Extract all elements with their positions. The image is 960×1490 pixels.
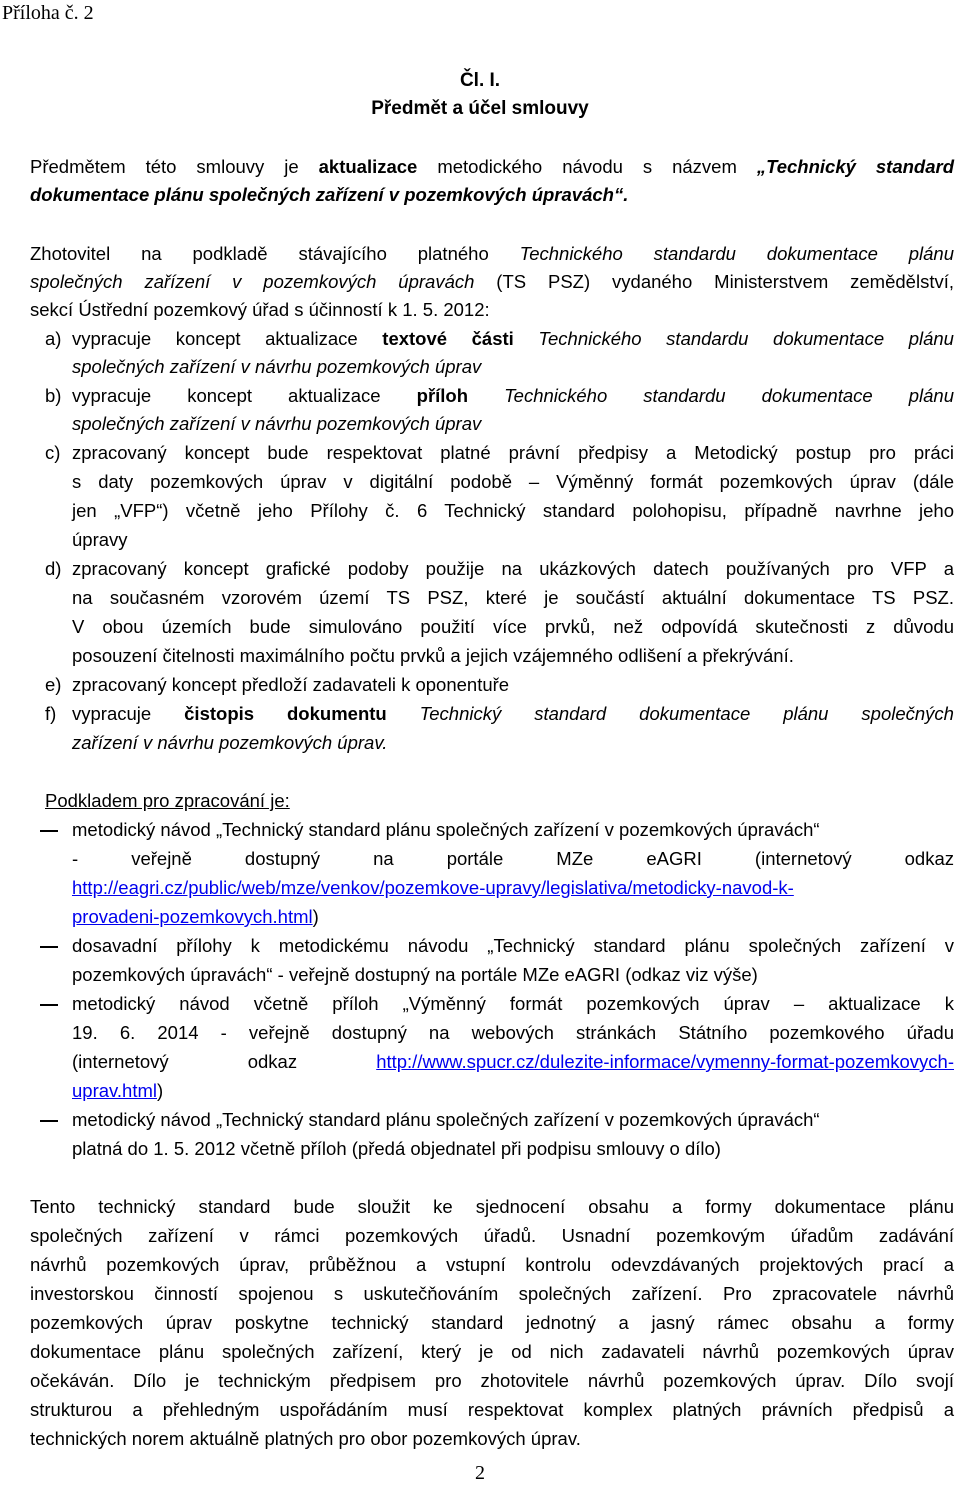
item-d-line-1: zpracovaný koncept grafické podoby použije na ukázkových datech používaných pro VFP a bbox=[72, 558, 954, 579]
source-1-line-2: - veřejně dostupný na portále MZe eAGRI (internetový odkaz bbox=[72, 848, 954, 869]
source-3-line-3 bbox=[72, 1051, 954, 1073]
article-title: Předmět a účel smlouvy bbox=[371, 98, 589, 119]
document-title-part-1: „Technický standard bbox=[756, 156, 954, 177]
bullet-dash bbox=[40, 1004, 58, 1006]
source-2-line-2: pozemkových úpravách“ - veřejně dostupný na portále MZe eAGRI (odkaz viz výše) bbox=[72, 964, 758, 985]
item-c-line-2: s daty pozemkových úprav v digitální podobě – Výměnný formát pozemkových úprav (dále bbox=[72, 471, 954, 492]
document-title-part-2: dokumentace plánu společných zařízení v pozemkových úpravách bbox=[30, 184, 614, 205]
item-text: vypracuje bbox=[72, 703, 185, 724]
item-c-marker: c) bbox=[45, 442, 61, 463]
final-line-4: investorskou činností spojenou s uskutečňováním společných zařízení. Pro zpracovatele návrhů bbox=[30, 1283, 954, 1304]
link-intro: (internetový odkaz bbox=[72, 1051, 377, 1072]
source-2-line-1: dosavadní přílohy k metodickému návodu „Technický standard plánu společných zařízení v bbox=[72, 935, 954, 956]
final-line-8: strukturou a přehledným uspořádáním musí respektovat komplex platných právních předpisů a bbox=[30, 1399, 954, 1420]
item-e-marker: e) bbox=[45, 674, 62, 695]
final-line-1: Tento technický standard bude sloužit ke sjednocení obsahu a formy dokumentace plánu bbox=[30, 1196, 954, 1217]
closing-paren: ) bbox=[312, 906, 319, 927]
item-italic: zařízení v návrhu pozemkových úprav. bbox=[72, 732, 388, 753]
final-line-9: technických norem aktuálně platných pro obor pozemkových úprav. bbox=[30, 1428, 581, 1449]
intro-line-2 bbox=[30, 184, 628, 206]
item-a-marker: a) bbox=[45, 328, 62, 349]
item-c-line-4: úpravy bbox=[72, 529, 128, 550]
final-line-6: dokumentace plánu společných zařízení, který je od nich zadavateli návrhů pozemkových úprav bbox=[30, 1341, 954, 1362]
final-line-5: pozemkových úprav poskytne technický standard jednotný a jasný rámec obsahu a formy bbox=[30, 1312, 954, 1333]
item-c-line-3: jen „VFP“) včetně jeho Přílohy č. 6 Technický standard polohopisu, případně navrhne jeho bbox=[72, 500, 954, 521]
final-line-3: návrhů pozemkových úprav, průběžnou a vstupní kontrolu odevzdávaných projektových prací a bbox=[30, 1254, 954, 1275]
item-bold: příloh bbox=[416, 385, 469, 406]
intro-text: Předmětem této smlouvy je bbox=[30, 156, 319, 177]
final-line-7: očekáván. Dílo je technickým předpisem pro zhotovitele návrhů pozemkových úprav. Dílo svojí bbox=[30, 1370, 954, 1391]
item-d-line-4: posouzení čitelnosti maximálního počtu prvků a jejich vzájemného odlišení a překrývání. bbox=[72, 645, 794, 666]
source-3-line-2: 19. 6. 2014 - veřejně dostupný na webových stránkách Státního pozemkového úřadu bbox=[72, 1022, 954, 1043]
item-b-line-1 bbox=[72, 385, 954, 407]
item-e-line-1: zpracovaný koncept předloží zadavateli k oponentuře bbox=[72, 674, 510, 695]
intro-bold: aktualizace bbox=[318, 156, 418, 177]
item-c-line-1: zpracovaný koncept bude respektovat platné právní předpisy a Metodický postup pro práci bbox=[72, 442, 954, 463]
item-d-line-2: na současném vzorovém území TS PSZ, které je součástí aktuální dokumentace TS PSZ. bbox=[72, 587, 954, 608]
item-a-line-2 bbox=[72, 356, 481, 378]
item-italic: společných zařízení v návrhu pozemkových úprav bbox=[72, 413, 482, 434]
source-4-line-2: platná do 1. 5. 2012 včetně příloh (předá objednatel při podpisu smlouvy o dílo) bbox=[72, 1138, 721, 1159]
intro-text: metodického návodu s názvem bbox=[417, 156, 757, 177]
item-italic: Technického standardu dokumentace plánu bbox=[468, 385, 954, 406]
contractor-text: Zhotovitel na podkladě stávajícího platného bbox=[30, 243, 520, 264]
contractor-italic: Technického standardu dokumentace plánu bbox=[519, 243, 954, 264]
item-f-line-2 bbox=[72, 732, 387, 754]
bullet-dash bbox=[40, 1120, 58, 1122]
attachment-label: Příloha č. 2 bbox=[2, 2, 94, 24]
eagri-link[interactable]: http://eagri.cz/public/web/mze/venkov/pozemkove-upravy/legislativa/metodicky-navod-k- bbox=[72, 877, 794, 898]
item-bold: čistopis dokumentu bbox=[184, 703, 387, 724]
bullet-dash bbox=[40, 946, 58, 948]
spucr-link-continued[interactable]: uprav.html bbox=[72, 1080, 157, 1101]
item-italic: Technický standard dokumentace plánu společných bbox=[386, 703, 954, 724]
contractor-italic: společných zařízení v pozemkových úpravách bbox=[30, 271, 475, 292]
item-f-marker: f) bbox=[45, 703, 57, 724]
source-3-line-4 bbox=[72, 1080, 163, 1102]
item-italic: Technického standardu dokumentace plánu bbox=[513, 328, 954, 349]
intro-line-1 bbox=[30, 156, 954, 178]
item-d-line-3: V obou územích bude simulováno použití více prvků, než odpovídá skutečnosti z důvodu bbox=[72, 616, 954, 637]
item-italic: společných zařízení v návrhu pozemkových úprav bbox=[72, 356, 482, 377]
item-b-marker: b) bbox=[45, 385, 62, 406]
sources-heading: Podkladem pro zpracování je: bbox=[45, 790, 290, 811]
item-f-line-1 bbox=[72, 703, 954, 725]
source-4-line-1: metodický návod „Technický standard plánu společných zařízení v pozemkových úpravách“ bbox=[72, 1109, 820, 1130]
item-d-marker: d) bbox=[45, 558, 62, 579]
closing-paren: ) bbox=[157, 1080, 164, 1101]
bullet-dash bbox=[40, 830, 58, 832]
closing-quote: “. bbox=[613, 184, 629, 205]
contractor-line-1 bbox=[30, 243, 954, 265]
item-b-line-2 bbox=[72, 413, 481, 435]
source-1-line-1: metodický návod „Technický standard plánu společných zařízení v pozemkových úpravách“ bbox=[72, 819, 820, 840]
source-1-line-3 bbox=[72, 877, 794, 899]
spucr-link[interactable]: http://www.spucr.cz/dulezite-informace/vymenny-format-pozemkovych- bbox=[376, 1051, 954, 1072]
final-line-2: společných zařízení v rámci pozemkových úřadů. Usnadní pozemkovým úřadům zadávání bbox=[30, 1225, 954, 1246]
page-number: 2 bbox=[475, 1462, 485, 1484]
item-a-line-1 bbox=[72, 328, 954, 350]
contractor-line-2 bbox=[30, 271, 954, 293]
eagri-link-continued[interactable]: provadeni-pozemkovych.html bbox=[72, 906, 313, 927]
source-1-line-4 bbox=[72, 906, 319, 928]
item-bold: textové části bbox=[382, 328, 514, 349]
source-3-line-1: metodický návod včetně příloh „Výměnný formát pozemkových úprav – aktualizace k bbox=[72, 993, 954, 1014]
item-text: vypracuje koncept aktualizace bbox=[72, 385, 417, 406]
contractor-text: (TS PSZ) vydaného Ministerstvem zemědělství, bbox=[474, 271, 954, 292]
contractor-line-3: sekcí Ústřední pozemkový úřad s účinností k 1. 5. 2012: bbox=[30, 299, 490, 320]
article-number: Čl. I. bbox=[459, 70, 501, 91]
item-text: vypracuje koncept aktualizace bbox=[72, 328, 383, 349]
